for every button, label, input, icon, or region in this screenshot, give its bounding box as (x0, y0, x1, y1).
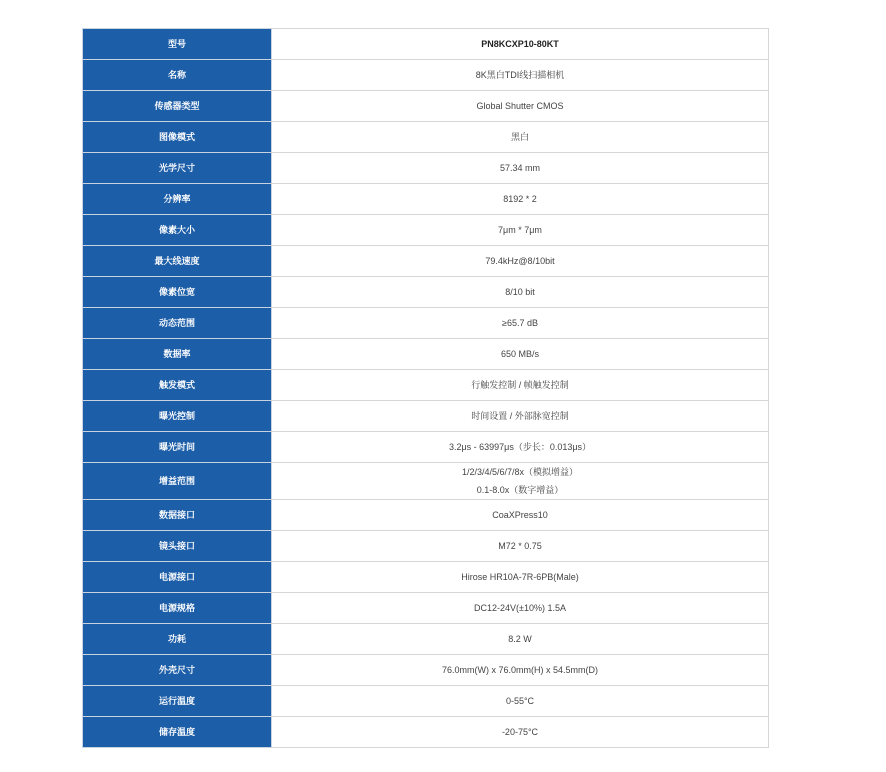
spec-value: 650 MB/s (272, 339, 769, 370)
spec-label: 曝光控制 (83, 401, 272, 432)
table-row (83, 122, 769, 153)
spec-label: 外壳尺寸 (83, 655, 272, 686)
spec-label: 曝光时间 (83, 432, 272, 463)
spec-table (82, 28, 769, 748)
spec-label: 储存温度 (83, 717, 272, 748)
spec-value: 79.4kHz@8/10bit (272, 246, 769, 277)
spec-label: 传感器类型 (83, 91, 272, 122)
spec-value: M72 * 0.75 (272, 531, 769, 562)
table-row (83, 624, 769, 655)
spec-value: 8.2 W (272, 624, 769, 655)
spec-value: 黑白 (272, 122, 769, 153)
spec-value: Global Shutter CMOS (272, 91, 769, 122)
table-row (83, 593, 769, 624)
table-row (83, 308, 769, 339)
table-row (83, 717, 769, 748)
spec-value: -20-75°C (272, 717, 769, 748)
spec-value: 8K黑白TDI线扫描相机 (272, 60, 769, 91)
spec-label: 光学尺寸 (83, 153, 272, 184)
spec-label: 镜头接口 (83, 531, 272, 562)
table-row (83, 246, 769, 277)
table-row (83, 655, 769, 686)
spec-label: 数据率 (83, 339, 272, 370)
spec-value: 8192 * 2 (272, 184, 769, 215)
spec-label: 分辨率 (83, 184, 272, 215)
table-row (83, 370, 769, 401)
spec-label: 名称 (83, 60, 272, 91)
spec-value: 行触发控制 / 帧触发控制 (272, 370, 769, 401)
spec-label: 像素位宽 (83, 277, 272, 308)
spec-label: 最大线速度 (83, 246, 272, 277)
spec-value: 时间设置 / 外部脉宽控制 (272, 401, 769, 432)
spec-label: 触发模式 (83, 370, 272, 401)
table-row (83, 562, 769, 593)
table-row (83, 432, 769, 463)
spec-value: 8/10 bit (272, 277, 769, 308)
table-row (83, 500, 769, 531)
spec-value: DC12-24V(±10%) 1.5A (272, 593, 769, 624)
spec-label: 电源规格 (83, 593, 272, 624)
table-row (83, 686, 769, 717)
table-row (83, 277, 769, 308)
table-row (83, 60, 769, 91)
spec-label: 运行温度 (83, 686, 272, 717)
spec-label: 图像模式 (83, 122, 272, 153)
spec-value: 76.0mm(W) x 76.0mm(H) x 54.5mm(D) (272, 655, 769, 686)
spec-value-line: 1/2/3/4/5/6/7/8x（模拟增益） (461, 467, 579, 477)
spec-label: 功耗 (83, 624, 272, 655)
spec-value: 0-55°C (272, 686, 769, 717)
spec-value: PN8KCXP10-80KT (272, 29, 769, 60)
spec-value: ≥65.7 dB (272, 308, 769, 339)
table-row (83, 153, 769, 184)
spec-value: CoaXPress10 (272, 500, 769, 531)
spec-label: 像素大小 (83, 215, 272, 246)
spec-value: 57.34 mm (272, 153, 769, 184)
table-row (83, 91, 769, 122)
table-row (83, 531, 769, 562)
spec-label: 数据接口 (83, 500, 272, 531)
spec-label: 增益范围 (83, 463, 272, 500)
table-row (83, 463, 769, 500)
spec-label: 型号 (83, 29, 272, 60)
spec-value: Hirose HR10A-7R-6PB(Male) (272, 562, 769, 593)
spec-value (272, 463, 769, 500)
spec-label: 电源接口 (83, 562, 272, 593)
table-row (83, 215, 769, 246)
spec-value-line: 0.1-8.0x（数字增益） (476, 485, 564, 495)
table-row (83, 401, 769, 432)
spec-label: 动态范围 (83, 308, 272, 339)
spec-value: 7μm * 7μm (272, 215, 769, 246)
table-row (83, 184, 769, 215)
table-row (83, 339, 769, 370)
table-row (83, 29, 769, 60)
spec-value: 3.2μs - 63997μs（步长：0.013μs） (272, 432, 769, 463)
